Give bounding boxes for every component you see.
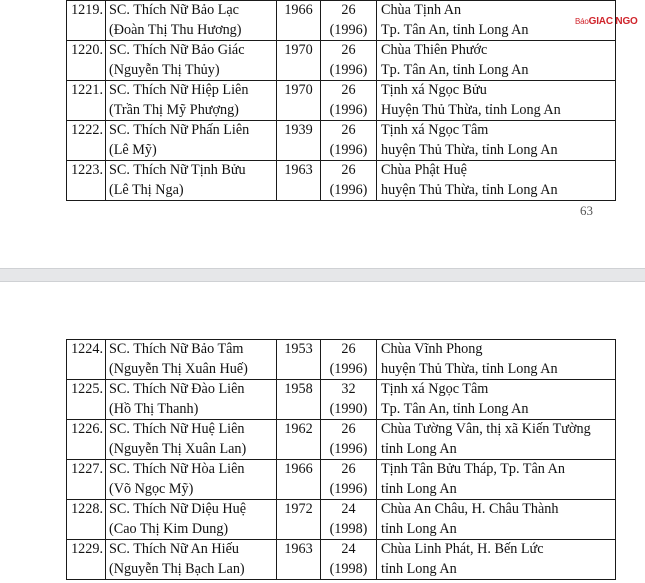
nun-name-cell xyxy=(106,540,277,580)
cell-text: 1972 xyxy=(284,501,313,517)
table-row xyxy=(67,500,616,540)
birth-year-cell xyxy=(277,121,321,161)
table-row xyxy=(67,1,616,41)
cell-text: 26 xyxy=(341,2,356,18)
cell-text: 1970 xyxy=(284,82,313,98)
entry-number-cell xyxy=(67,500,106,540)
nun-name-cell xyxy=(106,420,277,460)
cell-text: (1996) xyxy=(329,101,368,118)
nun-name-cell xyxy=(106,41,277,81)
cell-text: 26 xyxy=(341,122,356,138)
entry-number-cell xyxy=(67,161,106,201)
cell-text: tỉnh Long An xyxy=(381,520,457,537)
cell-text: Tịnh xá Ngọc Bửu xyxy=(381,82,487,98)
cell-text: (1996) xyxy=(329,480,368,497)
birth-year-cell xyxy=(277,460,321,500)
cell-text: Tp. Tân An, tỉnh Long An xyxy=(381,61,529,78)
birth-year-cell xyxy=(277,380,321,420)
temple-cell xyxy=(377,500,616,540)
birth-year-cell xyxy=(277,420,321,460)
cell-text: tỉnh Long An xyxy=(381,440,457,457)
cell-text: (Trần Thị Mỹ Phượng) xyxy=(109,101,239,118)
cell-text: 1962 xyxy=(284,421,313,437)
cell-text: (Nguyễn Thị Xuân Huế) xyxy=(109,360,248,377)
table-row xyxy=(67,380,616,420)
cell-text: 1219. xyxy=(71,2,103,18)
cell-text: 1226. xyxy=(71,421,103,437)
cell-text: huyện Thủ Thừa, tỉnh Long An xyxy=(381,360,558,377)
table-row xyxy=(67,340,616,380)
cell-text: 1963 xyxy=(284,162,313,178)
entry-number-cell xyxy=(67,81,106,121)
nun-name-cell xyxy=(106,380,277,420)
cell-text: (1996) xyxy=(329,21,368,38)
cell-text: (1998) xyxy=(329,560,368,577)
entry-number-cell xyxy=(67,540,106,580)
cell-text: (1996) xyxy=(329,440,368,457)
entry-number-cell xyxy=(67,1,106,41)
cell-text: 1223. xyxy=(71,162,103,178)
entry-number-cell xyxy=(67,380,106,420)
cell-text: (Nguyễn Thị Xuân Lan) xyxy=(109,440,247,457)
cell-text: (1998) xyxy=(329,520,368,537)
cell-text: Tịnh xá Ngọc Tâm xyxy=(381,381,489,397)
table-row xyxy=(67,121,616,161)
cell-text: SC. Thích Nữ Bảo Tâm xyxy=(109,341,244,357)
document-page-bottom xyxy=(0,282,645,583)
vassa-cell xyxy=(321,420,377,460)
cell-text: (1996) xyxy=(329,181,368,198)
cell-text: (1996) xyxy=(329,141,368,158)
cell-text: 24 xyxy=(341,501,356,517)
cell-text: Tp. Tân An, tỉnh Long An xyxy=(381,400,529,417)
table-row xyxy=(67,420,616,460)
cell-text: Tịnh Tân Bửu Tháp, Tp. Tân An xyxy=(381,461,565,477)
nun-name-cell xyxy=(106,161,277,201)
cell-text: Chùa Linh Phát, H. Bến Lức xyxy=(381,541,544,557)
nun-name-cell xyxy=(106,121,277,161)
cell-text: 1221. xyxy=(71,82,103,98)
cell-text: (Nguyễn Thị Bạch Lan) xyxy=(109,560,245,577)
cell-text: 26 xyxy=(341,162,356,178)
cell-text: (1996) xyxy=(329,360,368,377)
page-separator xyxy=(0,268,645,282)
temple-cell xyxy=(377,81,616,121)
birth-year-cell xyxy=(277,161,321,201)
cell-text: SC. Thích Nữ Huệ Liên xyxy=(109,421,245,437)
vassa-cell xyxy=(321,340,377,380)
vassa-cell xyxy=(321,41,377,81)
cell-text: 26 xyxy=(341,42,356,58)
entry-number-cell xyxy=(67,340,106,380)
cell-text: (Hồ Thị Thanh) xyxy=(109,400,199,417)
cell-text: 1939 xyxy=(284,122,313,138)
cell-text: huyện Thủ Thừa, tỉnh Long An xyxy=(381,181,558,198)
nun-name-cell xyxy=(106,340,277,380)
vassa-cell xyxy=(321,121,377,161)
cell-text: SC. Thích Nữ Bảo Lạc xyxy=(109,2,239,18)
temple-cell xyxy=(377,460,616,500)
birth-year-cell xyxy=(277,500,321,540)
entry-number-cell xyxy=(67,41,106,81)
newspaper-watermark: BáoGIAC NGO xyxy=(575,16,638,27)
cell-text: 1224. xyxy=(71,341,103,357)
entry-number-cell xyxy=(67,420,106,460)
cell-text: Chùa An Châu, H. Châu Thành xyxy=(381,501,559,517)
cell-text: (Nguyễn Thị Thủy) xyxy=(109,61,220,78)
entry-number-cell xyxy=(67,460,106,500)
cell-text: (1990) xyxy=(329,400,368,417)
cell-text: 26 xyxy=(341,341,356,357)
temple-cell xyxy=(377,540,616,580)
table-row xyxy=(67,161,616,201)
temple-cell xyxy=(377,420,616,460)
page-number: 63 xyxy=(580,203,593,218)
temple-cell xyxy=(377,340,616,380)
vassa-cell xyxy=(321,81,377,121)
document-page-top xyxy=(0,0,645,268)
cell-text: Chùa Phật Huệ xyxy=(381,162,467,178)
table-row xyxy=(67,540,616,580)
table-row xyxy=(67,81,616,121)
register-table-top xyxy=(66,0,616,201)
cell-text: 1966 xyxy=(284,461,313,477)
nun-name-cell xyxy=(106,81,277,121)
cell-text: 1958 xyxy=(284,381,313,397)
temple-cell xyxy=(377,161,616,201)
temple-cell xyxy=(377,380,616,420)
cell-text: (Lê Thị Nga) xyxy=(109,181,184,198)
cell-text: tỉnh Long An xyxy=(381,480,457,497)
cell-text: 1225. xyxy=(71,381,103,397)
birth-year-cell xyxy=(277,41,321,81)
entry-number-cell xyxy=(67,121,106,161)
table-row xyxy=(67,41,616,81)
cell-text: SC. Thích Nữ Đào Liên xyxy=(109,381,245,397)
cell-text: 1220. xyxy=(71,42,103,58)
cell-text: 32 xyxy=(341,381,356,397)
cell-text: (Lê Mỹ) xyxy=(109,141,157,158)
cell-text: huyện Thủ Thừa, tỉnh Long An xyxy=(381,141,558,158)
cell-text: 1229. xyxy=(71,541,103,557)
cell-text: Huyện Thủ Thừa, tỉnh Long An xyxy=(381,101,561,118)
birth-year-cell xyxy=(277,1,321,41)
cell-text: 24 xyxy=(341,541,356,557)
birth-year-cell xyxy=(277,340,321,380)
cell-text: SC. Thích Nữ Hiệp Liên xyxy=(109,82,249,98)
vassa-cell xyxy=(321,380,377,420)
cell-text: Chùa Vĩnh Phong xyxy=(381,341,483,357)
vassa-cell xyxy=(321,161,377,201)
cell-text: 26 xyxy=(341,461,356,477)
cell-text: Tịnh xá Ngọc Tâm xyxy=(381,122,489,138)
cell-text: SC. Thích Nữ Phấn Liên xyxy=(109,122,250,138)
cell-text: Chùa Tường Vân, thị xã Kiến Tường xyxy=(381,421,591,437)
temple-cell xyxy=(377,121,616,161)
cell-text: SC. Thích Nữ Diệu Huệ xyxy=(109,501,247,517)
cell-text: 1227. xyxy=(71,461,103,477)
cell-text: 1970 xyxy=(284,42,313,58)
cell-text: Chùa Thiên Phước xyxy=(381,42,488,58)
vassa-cell xyxy=(321,460,377,500)
vassa-cell xyxy=(321,1,377,41)
cell-text: 1963 xyxy=(284,541,313,557)
cell-text: (Võ Ngọc Mỹ) xyxy=(109,480,194,497)
cell-text: Tp. Tân An, tỉnh Long An xyxy=(381,21,529,38)
cell-text: 26 xyxy=(341,82,356,98)
cell-text: tỉnh Long An xyxy=(381,560,457,577)
vassa-cell xyxy=(321,500,377,540)
cell-text: Chùa Tịnh An xyxy=(381,2,462,18)
register-table-bottom xyxy=(66,339,616,580)
birth-year-cell xyxy=(277,81,321,121)
birth-year-cell xyxy=(277,540,321,580)
cell-text: SC. Thích Nữ An Hiếu xyxy=(109,541,239,557)
nun-name-cell xyxy=(106,460,277,500)
cell-text: 1228. xyxy=(71,501,103,517)
vassa-cell xyxy=(321,540,377,580)
nun-name-cell xyxy=(106,500,277,540)
cell-text: 1953 xyxy=(284,341,313,357)
cell-text: SC. Thích Nữ Bảo Giác xyxy=(109,42,245,58)
cell-text: (Cao Thị Kim Dung) xyxy=(109,520,229,537)
cell-text: SC. Thích Nữ Tịnh Bửu xyxy=(109,162,246,178)
nun-name-cell xyxy=(106,1,277,41)
cell-text: 26 xyxy=(341,421,356,437)
cell-text: (1996) xyxy=(329,61,368,78)
cell-text: SC. Thích Nữ Hòa Liên xyxy=(109,461,245,477)
table-row xyxy=(67,460,616,500)
temple-cell xyxy=(377,41,616,81)
cell-text: 1222. xyxy=(71,122,103,138)
cell-text: 1966 xyxy=(284,2,313,18)
cell-text: (Đoàn Thị Thu Hương) xyxy=(109,21,242,38)
